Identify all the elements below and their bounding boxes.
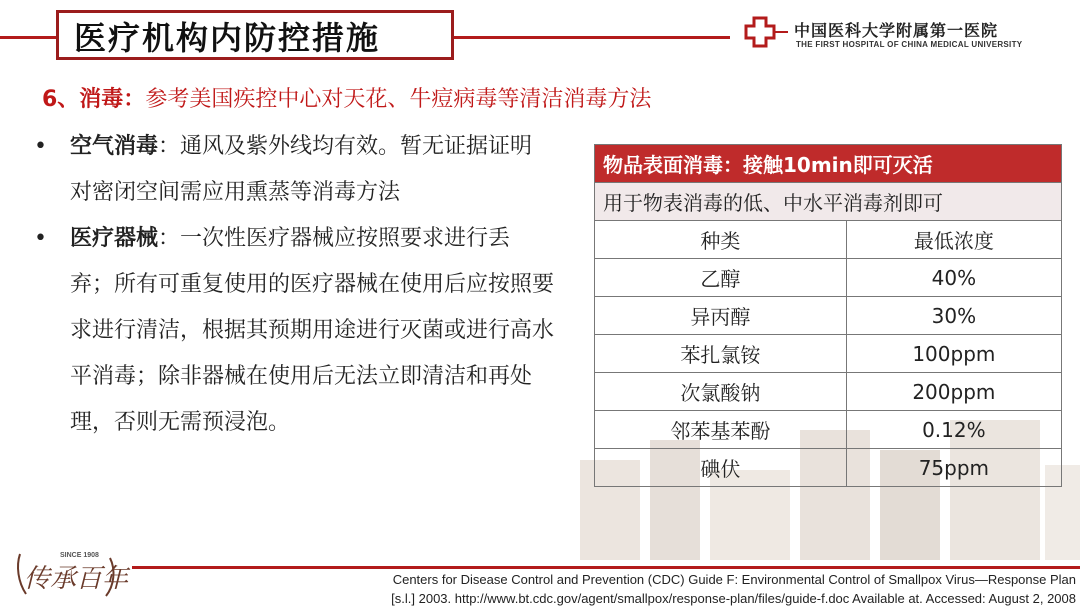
- hospital-name-en: THE FIRST HOSPITAL OF CHINA MEDICAL UNIVERSITY: [796, 40, 1023, 49]
- table-cell: 异丙醇: [595, 297, 847, 335]
- bullet-dot: •: [34, 226, 47, 251]
- bullet-dot: •: [34, 134, 47, 159]
- bullet-sep: ：: [158, 134, 181, 159]
- sub-heading: [42, 82, 651, 113]
- seal-script: 传承百年: [24, 564, 129, 594]
- bullet-list: [34, 124, 554, 446]
- citation-line-2: [s.l.] 2003. http://www.bt.cdc.gov/agent/smallpox/response-plan/files/guide-f.doc Available at. Accessed: August 2, 2008: [391, 591, 1076, 606]
- bullet-item-air: [34, 124, 554, 216]
- table-cell: 0.12%: [846, 411, 1061, 449]
- table-cell: 碘伏: [595, 449, 847, 487]
- table-cell: 200ppm: [846, 373, 1061, 411]
- footer-rule: [132, 566, 1080, 569]
- table-cell: 75ppm: [846, 449, 1061, 487]
- table-row: [595, 373, 1062, 411]
- column-header: 种类: [595, 221, 847, 259]
- bullet-body: 通风及紫外线均有效。暂无证据证明对密闭空间需应用熏蒸等消毒方法: [70, 134, 533, 205]
- table-row: [595, 335, 1062, 373]
- page-title: 医疗机构内防控措施: [74, 19, 381, 57]
- hospital-name-cn: 中国医科大学附属第一医院: [794, 21, 999, 40]
- table-title: 物品表面消毒：接触10min即可灭活: [595, 145, 1062, 183]
- table-row: [595, 297, 1062, 335]
- table-row: [595, 411, 1062, 449]
- bullet-sep: ：: [158, 226, 181, 251]
- disinfection-table-wrap: [594, 144, 1062, 487]
- table-row: [595, 259, 1062, 297]
- citation-line-1: Centers for Disease Control and Prevention (CDC) Guide F: Environmental Control of Smallpox Virus—Response Plan: [392, 572, 1076, 587]
- sub-heading-text: 参考美国疾控中心对天花、牛痘病毒等清洁消毒方法: [145, 87, 652, 112]
- citation: [236, 570, 1076, 608]
- bullet-body: 一次性医疗器械应按照要求进行丢弃；所有可重复使用的医疗器械在使用后应按照要求进行清洁，根据其预期用途进行灭菌或进行高水平消毒；除非器械在使用后无法立即清洁和再处理，否则无需预浸泡。: [70, 226, 555, 435]
- table-cell: 乙醇: [595, 259, 847, 297]
- table-cell: 40%: [846, 259, 1061, 297]
- table-cell: 次氯酸钠: [595, 373, 847, 411]
- table-cell: 苯扎氯铵: [595, 335, 847, 373]
- bullet-item-devices: [34, 216, 554, 446]
- hospital-cross-logo: [740, 16, 790, 52]
- table-row: [595, 449, 1062, 487]
- bullet-head: 医疗器械: [70, 226, 159, 251]
- table-cell: 30%: [846, 297, 1061, 335]
- table-header-row: [595, 221, 1062, 259]
- column-header: 最低浓度: [846, 221, 1061, 259]
- table-cell: 100ppm: [846, 335, 1061, 373]
- sub-heading-label: 6、消毒：: [42, 87, 146, 112]
- table-cell: 邻苯基苯酚: [595, 411, 847, 449]
- disinfection-table: [594, 144, 1062, 487]
- bullet-head: 空气消毒: [70, 134, 159, 159]
- table-subtitle: 用于物表消毒的低、中水平消毒剂即可: [595, 183, 1062, 221]
- seal-since: SINCE 1908: [60, 552, 99, 559]
